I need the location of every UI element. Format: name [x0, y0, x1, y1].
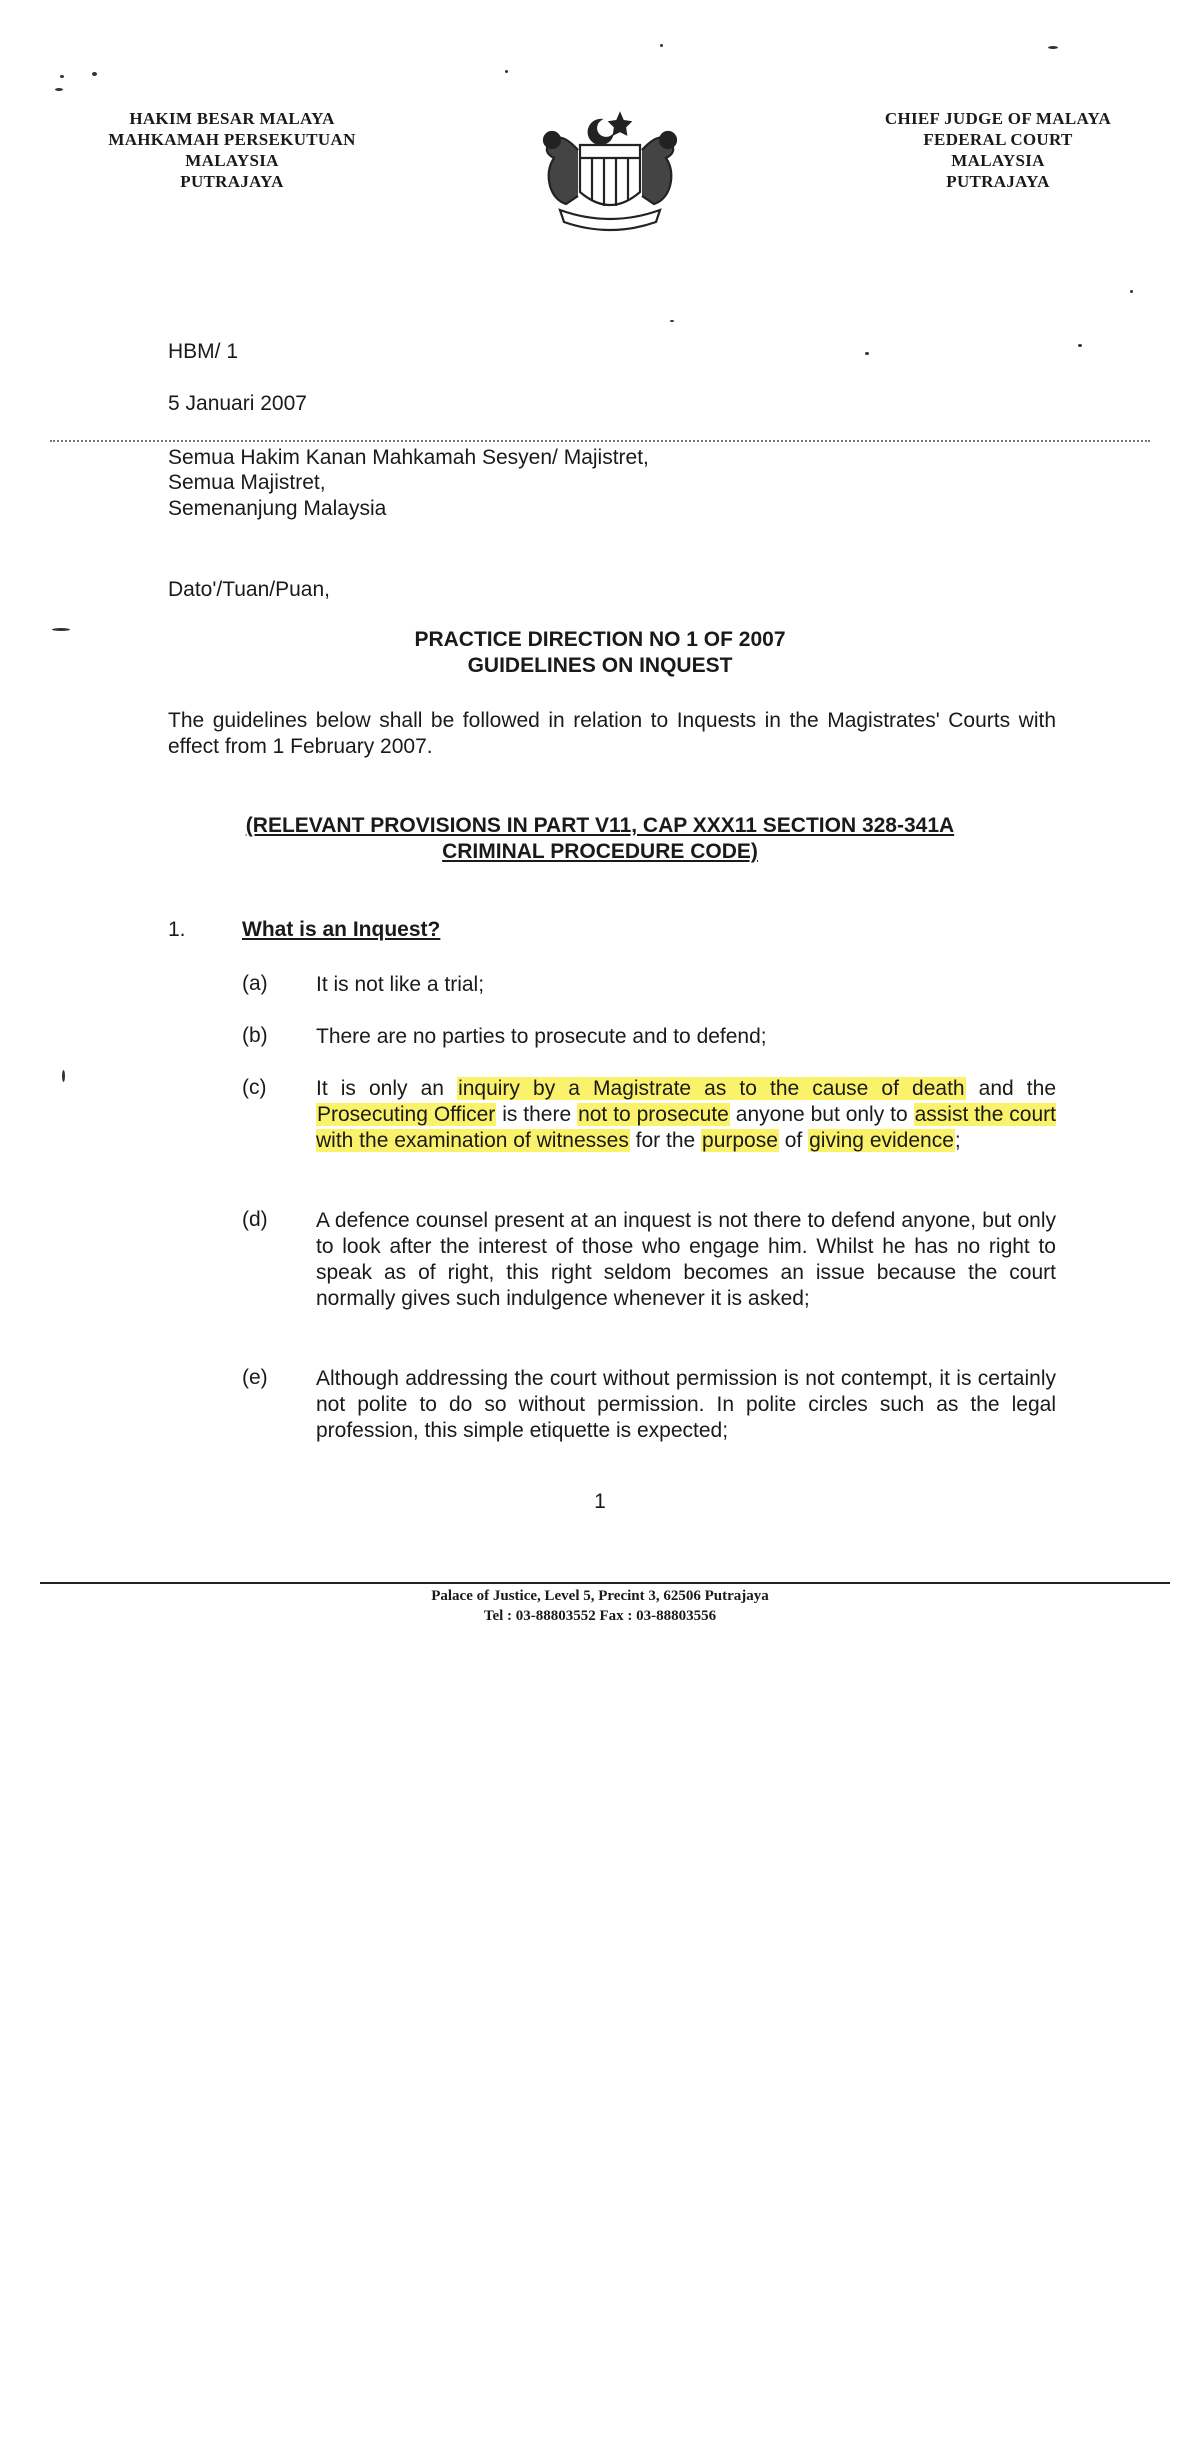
recipient-line: Semenanjung Malaysia [168, 497, 387, 520]
item-label: (e) [242, 1366, 268, 1389]
item-text: It is not like a trial; [316, 973, 485, 996]
item-text-segment: and the [965, 1077, 1056, 1100]
scan-speck [1078, 344, 1082, 347]
provisions-heading: (RELEVANT PROVISIONS IN PART V11, CAP XXX11 SECTION 328-341A [245, 814, 955, 837]
highlighted-text: giving evidence [809, 1129, 954, 1152]
recipient-line: Semua Majistret, [168, 471, 326, 494]
letterhead-right-line: PUTRAJAYA [946, 172, 1050, 191]
letterhead-right-line: FEDERAL COURT [923, 130, 1073, 149]
scan-speck [62, 1070, 65, 1082]
letterhead-right-line: MALAYSIA [951, 151, 1045, 170]
item-text: A defence counsel present at an inquest is not there to defend anyone, but only to look after the interest of those who engage him. Whilst he has no right to speak as of right, this right seldom becomes an issue because the court normally gives such indulgence whenever it is asked; [316, 1209, 1056, 1310]
letterhead-left [72, 108, 392, 192]
footer-rule [40, 1582, 1170, 1584]
item-text-segment: of [778, 1129, 809, 1152]
item-text-segment: is there [496, 1103, 578, 1126]
item-text-segment: anyone but only to [729, 1103, 914, 1126]
document-title: PRACTICE DIRECTION NO 1 OF 2007 [414, 628, 786, 651]
item-text-segment: It is only an [316, 1077, 458, 1100]
provisions-heading: CRIMINAL PROCEDURE CODE) [442, 840, 758, 863]
scan-speck [865, 352, 869, 355]
section-heading: What is an Inquest? [242, 918, 441, 941]
item-label: (c) [242, 1076, 267, 1099]
scan-speck [505, 70, 508, 73]
letterhead-left-line: MALAYSIA [185, 151, 279, 170]
intro-paragraph: The guidelines below shall be followed in relation to Inquests in the Magistrates' Courts with effect from 1 February 2007. [168, 709, 1056, 758]
highlighted-text: Prosecuting Officer [317, 1103, 496, 1126]
scan-speck [670, 320, 674, 322]
footer-address: Palace of Justice, Level 5, Precint 3, 62506 Putrajaya [431, 1588, 769, 1604]
section-number: 1. [168, 918, 186, 941]
item-text: There are no parties to prosecute and to defend; [316, 1025, 767, 1048]
reference-number: HBM/ 1 [168, 340, 239, 363]
scan-artifact-rule [50, 440, 1150, 442]
page-number: 1 [594, 1490, 606, 1513]
letterhead-left-line: MAHKAMAH PERSEKUTUAN [108, 130, 356, 149]
item-text-segment: for the [629, 1129, 702, 1152]
scan-speck [1048, 46, 1058, 49]
scan-speck [660, 44, 663, 47]
item-text: Although addressing the court without permission is not contempt, it is certainly not polite to do so without permission. In polite circles such as the legal profession, this simple etiquette is expected; [316, 1367, 1056, 1442]
highlighted-text: inquiry by a Magistrate as to the cause of death [458, 1077, 965, 1100]
scan-speck [1130, 290, 1133, 293]
scan-speck [55, 88, 63, 91]
item-text [316, 1076, 1056, 1154]
letterhead-right [838, 108, 1158, 192]
footer-contact: Tel : 03-88803552 Fax : 03-88803556 [483, 1608, 717, 1624]
letterhead-left-line: PUTRAJAYA [180, 172, 284, 191]
letterhead-right-line: CHIEF JUDGE OF MALAYA [884, 109, 1112, 128]
salutation: Dato'/Tuan/Puan, [168, 578, 331, 601]
letterhead-left-line: HAKIM BESAR MALAYA [129, 109, 335, 128]
item-text-segment: ; [954, 1129, 961, 1152]
item-label: (a) [242, 972, 268, 995]
item-label: (d) [242, 1208, 268, 1231]
item-label: (b) [242, 1024, 268, 1047]
highlighted-text: assist the court with the examination of witnesses [316, 1103, 1056, 1152]
highlighted-text: purpose [702, 1129, 778, 1152]
malaysia-coat-of-arms-icon [520, 100, 700, 235]
letter-date: 5 Januari 2007 [168, 392, 307, 415]
highlighted-text: not to prosecute [578, 1103, 729, 1126]
scan-speck [92, 72, 97, 76]
scan-speck [60, 75, 64, 78]
document-subtitle: GUIDELINES ON INQUEST [467, 654, 733, 677]
recipient-line: Semua Hakim Kanan Mahkamah Sesyen/ Majistret, [168, 446, 649, 469]
